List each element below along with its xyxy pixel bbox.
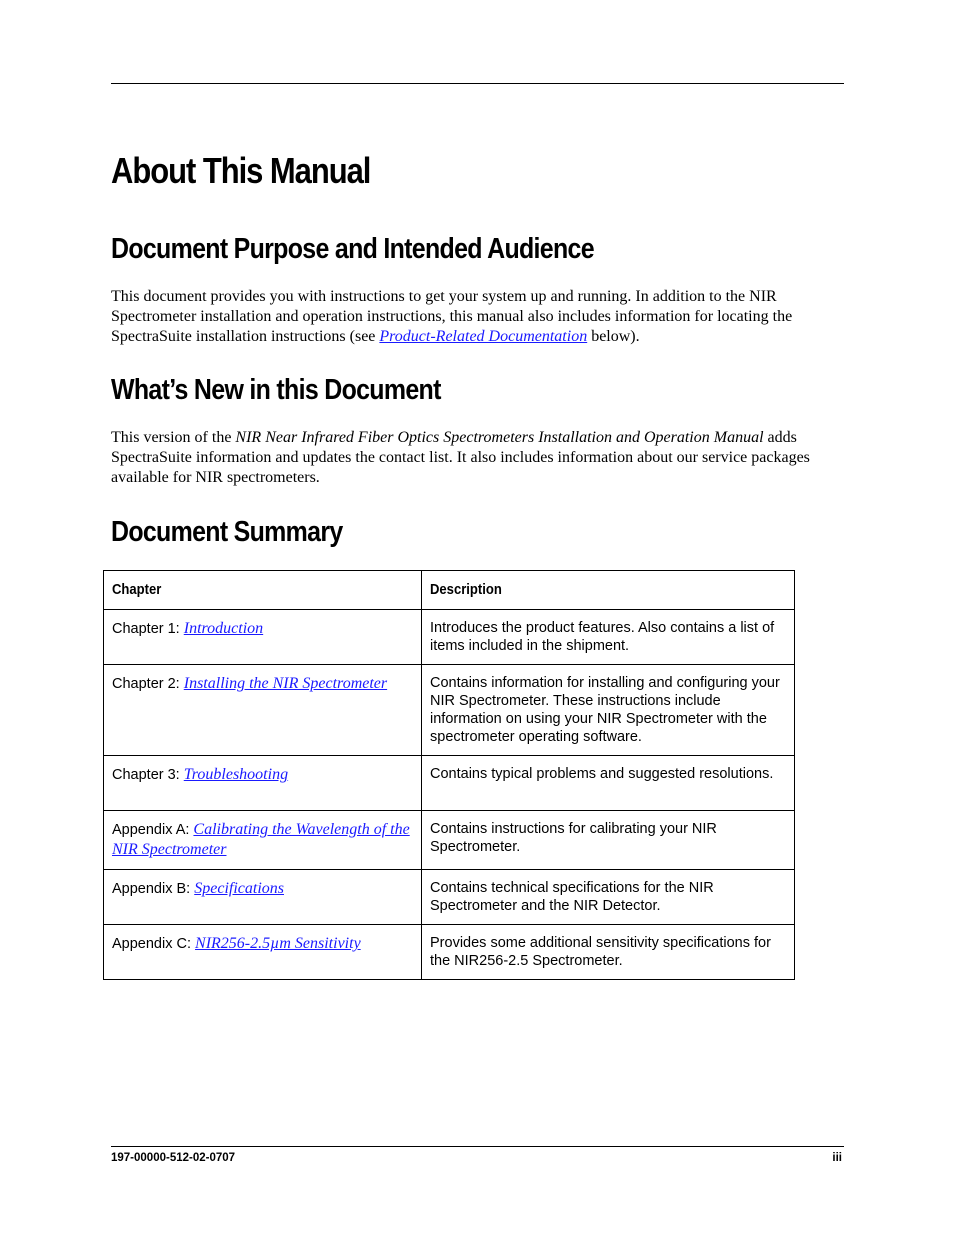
chapter-prefix: Appendix C: [112,936,196,952]
purpose-paragraph [111,287,835,347]
whats-new-text-before: This version of the [111,429,236,446]
troubleshooting-link[interactable]: Troubleshooting [183,766,289,783]
introduction-link[interactable]: Introduction [183,620,264,637]
table-row [104,665,795,756]
chapter-cell [104,811,422,870]
chapter-cell [104,870,422,925]
page-number: iii [832,1152,842,1164]
description-cell: Introduces the product features. Also contains a list of items included in the shipment. [422,610,795,665]
table-row [104,925,795,980]
sensitivity-link[interactable]: NIR256-2.5µm Sensitivity [195,935,361,952]
chapter-prefix: Appendix B: [112,881,195,897]
purpose-text-after: below). [587,328,640,345]
chapter-prefix: Chapter 3: [112,767,184,783]
table-row [104,870,795,925]
table-row [104,811,795,870]
specifications-link[interactable]: Specifications [194,880,284,897]
installing-link[interactable]: Installing the NIR Spectrometer [183,675,388,692]
product-related-documentation-link[interactable]: Product-Related Documentation [379,328,588,345]
chapter-cell [104,610,422,665]
header-chapter: Chapter [104,571,422,610]
heading-summary: Document Summary [111,516,343,548]
description-cell: Contains typical problems and suggested resolutions. [422,756,795,811]
header-description: Description [422,571,795,610]
chapter-prefix: Appendix A: [112,822,194,838]
heading-whats-new: What’s New in this Document [111,374,441,406]
description-cell: Contains technical specifications for the NIR Spectrometer and the NIR Detector. [422,870,795,925]
document-summary-table [103,570,795,980]
chapter-cell [104,665,422,756]
footer-rule [111,1146,844,1147]
manual-title-emphasis: NIR Near Infrared Fiber Optics Spectrometers Installation and Operation Manual [235,429,764,446]
whats-new-paragraph [111,428,835,488]
document-number: 197-00000-512-02-0707 [111,1152,236,1164]
purpose-text-before: This document provides you with instructions to get your system up and running. In addition to the NIR Spectrometer installation and operation instructions, this manual also includes information for locating the SpectraSuite installation instructions (see [111,288,793,345]
table-row [104,610,795,665]
table-header-row [104,571,795,610]
chapter-prefix: Chapter 1: [112,621,184,637]
description-cell: Provides some additional sensitivity specifications for the NIR256-2.5 Spectrometer. [422,925,795,980]
chapter-prefix: Chapter 2: [112,676,184,692]
calibrating-link[interactable]: Calibrating the Wavelength of the NIR Spectrometer [112,821,410,858]
header-rule [111,83,844,84]
table-row [104,756,795,811]
description-cell: Contains information for installing and configuring your NIR Spectrometer. These instructions include information on using your NIR Spectrometer with the spectrometer operating software. [422,665,795,756]
chapter-cell [104,756,422,811]
description-cell: Contains instructions for calibrating your NIR Spectrometer. [422,811,795,870]
page-title: About This Manual [111,150,371,191]
heading-purpose: Document Purpose and Intended Audience [111,233,594,265]
whats-new-text-after: adds SpectraSuite information and updates the contact list. It also includes information about our service packages available for NIR spectrometers. [111,429,810,486]
chapter-cell [104,925,422,980]
